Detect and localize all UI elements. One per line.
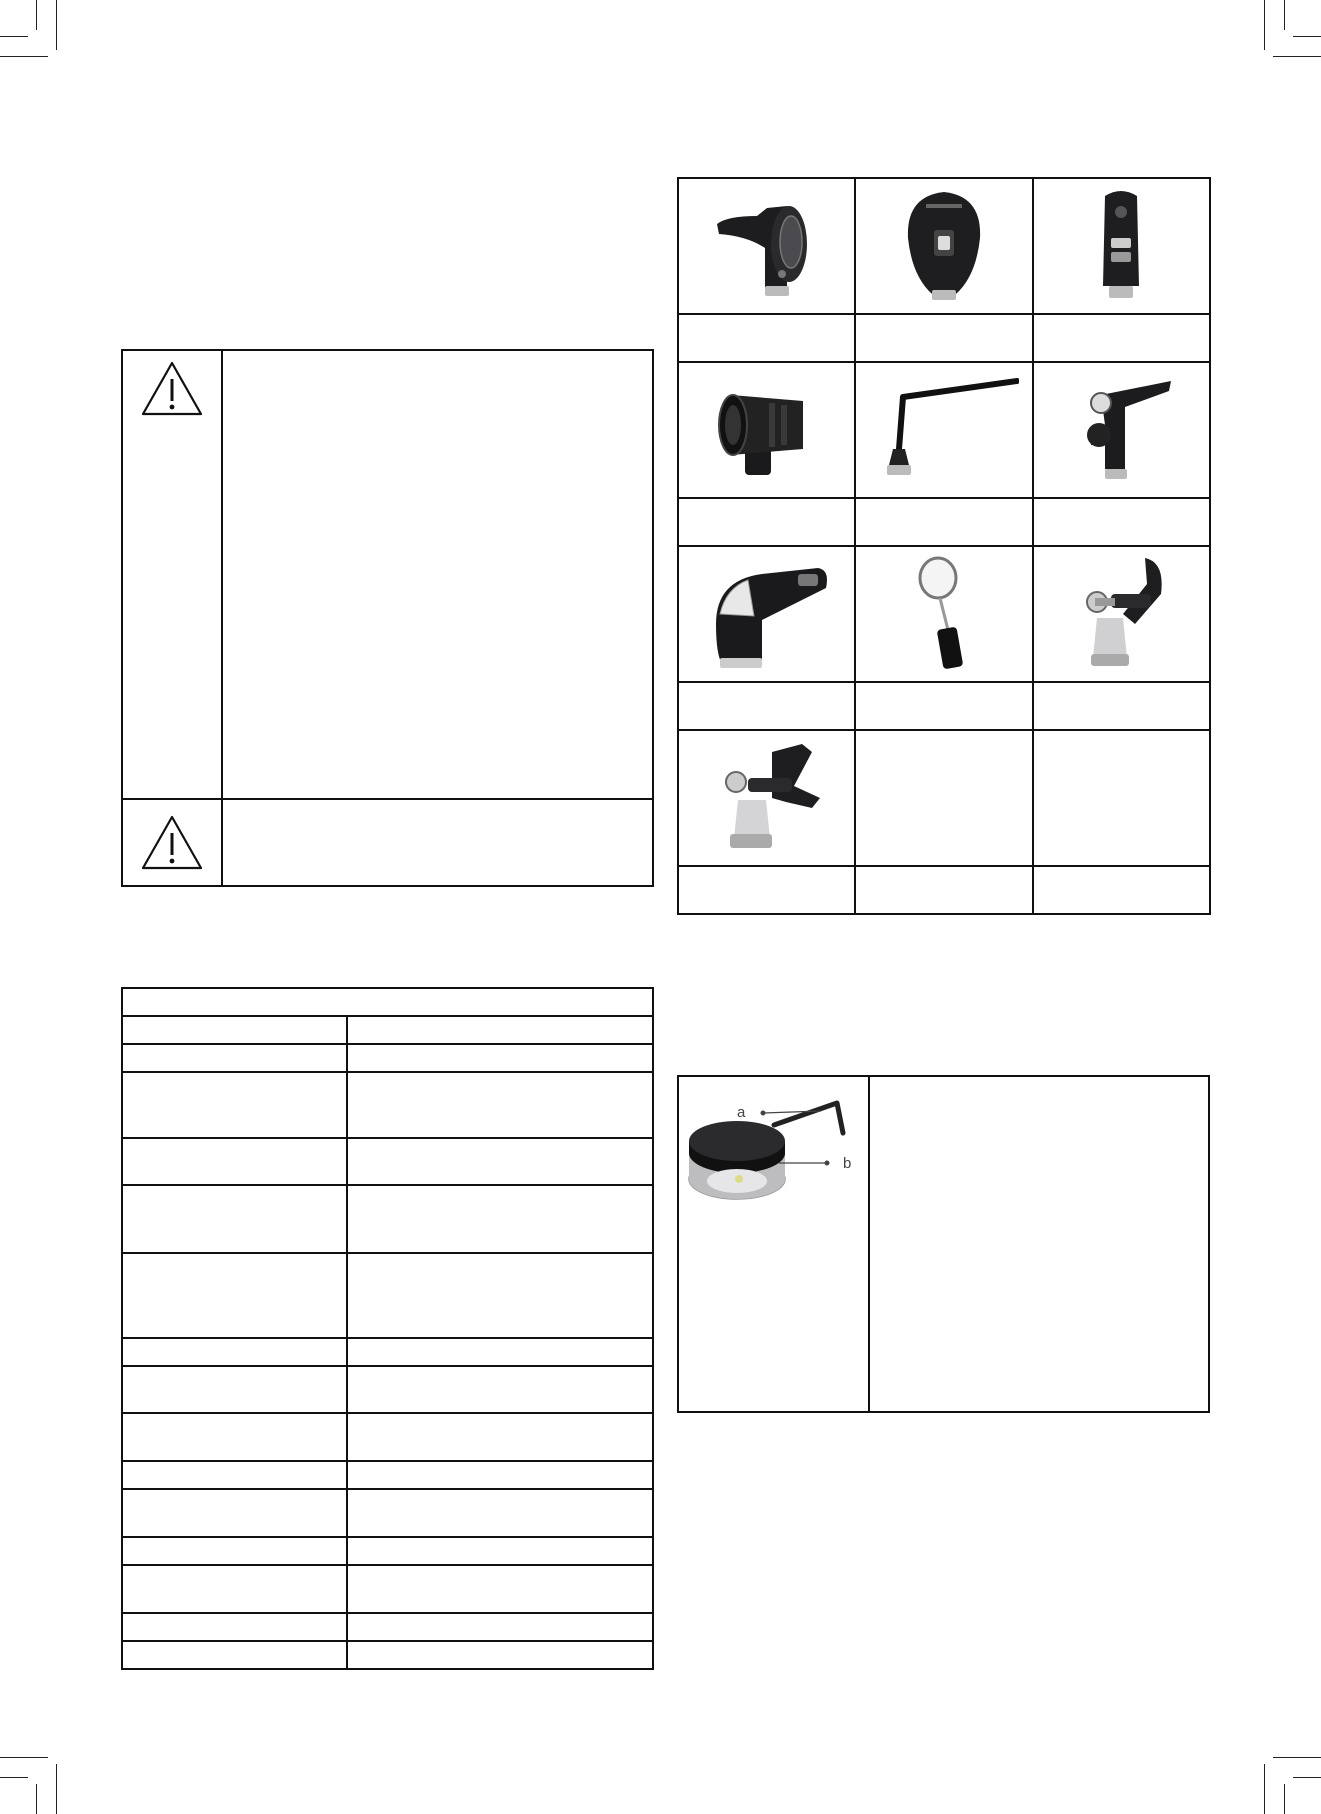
warning-icon-cell	[122, 799, 222, 886]
product-image-cell	[855, 178, 1033, 314]
spec-label	[122, 1138, 347, 1185]
adapter-image-cell	[678, 1076, 869, 1412]
spec-label	[122, 1253, 347, 1338]
product-label	[1033, 866, 1210, 914]
spec-label	[122, 1413, 347, 1461]
crop-mark	[1273, 1757, 1321, 1758]
adapter-ring-icon	[679, 1083, 868, 1213]
product-image-cell	[678, 546, 855, 682]
spec-value	[347, 1537, 653, 1565]
illuminator-rod-icon	[856, 375, 1032, 485]
crop-mark	[1273, 56, 1321, 57]
spec-label	[122, 1072, 347, 1138]
product-label	[678, 314, 855, 362]
spec-label	[122, 1565, 347, 1613]
spec-label	[122, 1641, 347, 1669]
crop-mark	[0, 1757, 48, 1758]
product-label	[1033, 314, 1210, 362]
spec-value	[347, 1016, 653, 1044]
product-image-cell	[1033, 362, 1210, 498]
spec-label	[122, 1016, 347, 1044]
crop-mark	[0, 36, 28, 37]
spec-value	[347, 1565, 653, 1613]
spec-value	[347, 1138, 653, 1185]
product-label	[855, 682, 1033, 730]
product-label	[855, 866, 1033, 914]
product-image-cell	[678, 730, 855, 866]
product-label	[855, 314, 1033, 362]
spec-table	[121, 987, 654, 1670]
product-image-cell	[1033, 730, 1210, 866]
crop-mark	[1284, 0, 1285, 30]
product-label	[1033, 682, 1210, 730]
adapter-description	[869, 1076, 1209, 1412]
crop-mark	[56, 1764, 57, 1814]
crop-mark	[1284, 1784, 1285, 1814]
spec-label	[122, 1044, 347, 1072]
warning-text	[222, 350, 653, 799]
crop-mark	[1264, 1764, 1265, 1814]
crop-mark	[1293, 36, 1321, 37]
spec-value	[347, 1253, 653, 1338]
spec-value	[347, 1338, 653, 1366]
crop-mark	[56, 0, 57, 50]
laryngeal-mirror-icon	[856, 554, 1032, 674]
warning-row	[122, 350, 653, 799]
spec-label	[122, 1461, 347, 1489]
crop-mark	[36, 0, 37, 30]
spec-value	[347, 1044, 653, 1072]
product-label	[855, 498, 1033, 546]
spec-table-header	[122, 988, 653, 1016]
spec-value	[347, 1461, 653, 1489]
product-image-cell	[855, 362, 1033, 498]
spec-value	[347, 1185, 653, 1253]
crop-mark	[36, 1784, 37, 1814]
crop-mark	[0, 56, 48, 57]
warning-icon-cell	[122, 350, 222, 799]
warning-triangle-icon	[123, 359, 221, 419]
product-image-cell	[855, 546, 1033, 682]
crop-mark	[1264, 0, 1265, 50]
spec-value	[347, 1613, 653, 1641]
spec-value	[347, 1489, 653, 1537]
callout-b: b	[843, 1155, 852, 1172]
operating-otoscope-head-icon	[1034, 375, 1209, 485]
spec-label	[122, 1338, 347, 1366]
warning-text	[222, 799, 653, 886]
spec-value	[347, 1366, 653, 1413]
product-grid	[677, 177, 1211, 915]
warning-row	[122, 799, 653, 886]
spec-label	[122, 1185, 347, 1253]
nasal-speculum-head-icon	[1034, 554, 1209, 674]
spec-label	[122, 1613, 347, 1641]
product-label	[1033, 498, 1210, 546]
product-image-cell	[1033, 546, 1210, 682]
penlight-lamp-head-icon	[679, 554, 854, 674]
crop-mark	[0, 1777, 28, 1778]
spec-label	[122, 1537, 347, 1565]
product-label	[678, 498, 855, 546]
crop-mark	[1293, 1777, 1321, 1778]
ophthalmoscope-head-icon	[856, 186, 1032, 306]
retinoscope-head-icon	[1034, 186, 1209, 306]
spec-label	[122, 1489, 347, 1537]
callout-a: a	[737, 1104, 746, 1121]
warning-triangle-icon	[123, 813, 221, 873]
speculum-holder-head-icon	[679, 738, 854, 858]
product-image-cell	[678, 362, 855, 498]
product-label	[678, 682, 855, 730]
warning-box	[121, 349, 654, 887]
spec-value	[347, 1413, 653, 1461]
product-image-cell	[1033, 178, 1210, 314]
otoscope-head-icon	[679, 186, 854, 306]
product-image-cell	[855, 730, 1033, 866]
spec-value	[347, 1641, 653, 1669]
dermatoscope-attachment-icon	[679, 375, 854, 485]
product-image-cell	[678, 178, 855, 314]
spec-value	[347, 1072, 653, 1138]
spec-label	[122, 1366, 347, 1413]
product-label	[678, 866, 855, 914]
adapter-figure-box	[677, 1075, 1210, 1413]
